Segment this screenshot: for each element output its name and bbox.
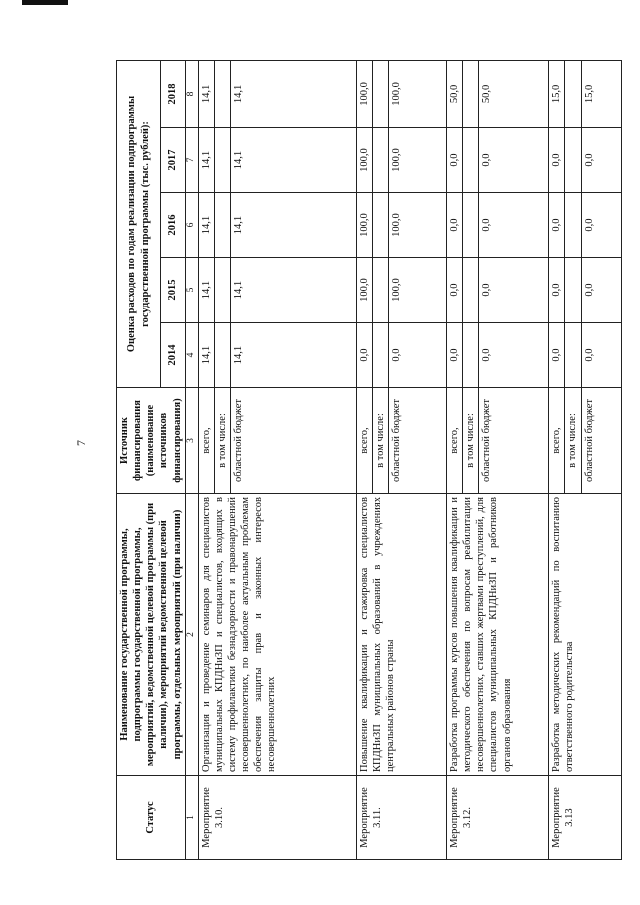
value-cell: 0,0 (581, 193, 621, 258)
value-cell: 0,0 (389, 323, 447, 388)
table-row (549, 60, 565, 859)
value-cell: 14,1 (198, 258, 214, 323)
value-cell: 14,1 (230, 128, 356, 193)
value-cell: 0,0 (549, 258, 565, 323)
value-cell: 14,1 (230, 258, 356, 323)
column-number: 8 (185, 60, 198, 127)
value-cell: 14,1 (198, 128, 214, 193)
value-cell: 14,1 (230, 60, 356, 127)
value-cell: 0,0 (549, 323, 565, 388)
description-cell: Повышение квалификации и стажировка специалистов КПДНиЗП муниципальных образований в учреждениях центральных районов страны (356, 494, 446, 776)
status-cell: Мероприятие 3.10. (198, 776, 356, 860)
source-total-label: всего, (356, 388, 372, 494)
value-cell: 50,0 (479, 60, 549, 127)
source-budget-label: областной бюджет (389, 388, 447, 494)
source-budget-label: областной бюджет (479, 388, 549, 494)
source-including-label: в том числе: (463, 388, 479, 494)
value-cell: 100,0 (389, 60, 447, 127)
value-cell: 100,0 (356, 128, 372, 193)
value-cell: 0,0 (549, 193, 565, 258)
header-year: 2017 (161, 128, 185, 193)
source-total-label: всего, (549, 388, 565, 494)
header-year: 2015 (161, 258, 185, 323)
value-cell: 100,0 (356, 193, 372, 258)
column-number: 2 (185, 494, 198, 776)
header-estimate: Оценка расходов по годам реализации подпрограммы государственной программы (тыс. рублей): (117, 60, 161, 387)
column-number: 7 (185, 128, 198, 193)
header-year: 2014 (161, 323, 185, 388)
header-year: 2018 (161, 60, 185, 127)
corner-bar (22, 0, 68, 5)
status-cell: Мероприятие 3.11. (356, 776, 446, 860)
table-row (198, 60, 214, 859)
value-cell: 100,0 (389, 193, 447, 258)
value-cell: 14,1 (198, 193, 214, 258)
column-number-row (185, 60, 198, 859)
value-cell: 0,0 (356, 323, 372, 388)
value-cell: 100,0 (389, 258, 447, 323)
source-total-label: всего, (198, 388, 214, 494)
value-cell: 14,1 (198, 60, 214, 127)
status-cell: Мероприятие 3.13 (549, 776, 621, 860)
value-cell: 15,0 (581, 60, 621, 127)
value-cell: 14,1 (198, 323, 214, 388)
value-cell: 0,0 (447, 128, 463, 193)
rotated-page (116, 61, 604, 860)
expense-table (116, 60, 622, 860)
value-cell: 0,0 (479, 323, 549, 388)
value-cell: 0,0 (581, 323, 621, 388)
header-row-1 (117, 60, 161, 859)
value-cell: 100,0 (356, 60, 372, 127)
column-number: 1 (185, 776, 198, 860)
description-cell: Разработка программы курсов повышения квалификации и методического обеспечения по вопросам реабилитации несовершеннолетних, ставших жертвами преступлений, для специалистов муниципальных КПДНиЗП и работников органов образования (447, 494, 549, 776)
value-cell: 50,0 (447, 60, 463, 127)
header-status: Статус (117, 776, 186, 860)
value-cell: 100,0 (389, 128, 447, 193)
value-cell: 14,1 (230, 323, 356, 388)
value-cell: 0,0 (447, 258, 463, 323)
source-total-label: всего, (447, 388, 463, 494)
description-cell: Организация и проведение семинаров для специалистов муниципальных КПДНиЗП и специалистов, входящих в систему профилактики безнадзорности и правонарушений несовершеннолетних, по наиболее актуальным проблемам обеспечения защиты прав и законных интересов несовершеннолетних (198, 494, 356, 776)
source-including-label: в том числе: (565, 388, 581, 494)
source-including-label: в том числе: (372, 388, 388, 494)
column-number: 3 (185, 388, 198, 494)
table-row (447, 60, 463, 859)
source-budget-label: областной бюджет (581, 388, 621, 494)
value-cell: 0,0 (581, 258, 621, 323)
value-cell: 0,0 (447, 193, 463, 258)
source-including-label: в том числе: (214, 388, 230, 494)
table-row (356, 60, 372, 859)
value-cell: 0,0 (479, 258, 549, 323)
header-year: 2016 (161, 193, 185, 258)
column-number: 4 (185, 323, 198, 388)
column-number: 6 (185, 193, 198, 258)
value-cell: 14,1 (230, 193, 356, 258)
description-cell: Разработка методических рекомендаций по воспитанию ответственного родительства (549, 494, 621, 776)
value-cell: 0,0 (447, 323, 463, 388)
source-budget-label: областной бюджет (230, 388, 356, 494)
page-number: 7 (74, 440, 88, 446)
value-cell: 0,0 (479, 128, 549, 193)
value-cell: 100,0 (356, 258, 372, 323)
header-source: Источник финансирования (наименование источников финансирования) (117, 388, 186, 494)
value-cell: 0,0 (581, 128, 621, 193)
status-cell: Мероприятие 3.12. (447, 776, 549, 860)
value-cell: 0,0 (479, 193, 549, 258)
column-number: 5 (185, 258, 198, 323)
header-name: Наименование государственной программы, подпрограммы государственной программы, мероприятий, ведомственной целевой программы (при наличии), мероприятий ведомственной целевой программы, отдельных мероприятий (при наличии) (117, 494, 186, 776)
value-cell: 0,0 (549, 128, 565, 193)
value-cell: 15,0 (549, 60, 565, 127)
